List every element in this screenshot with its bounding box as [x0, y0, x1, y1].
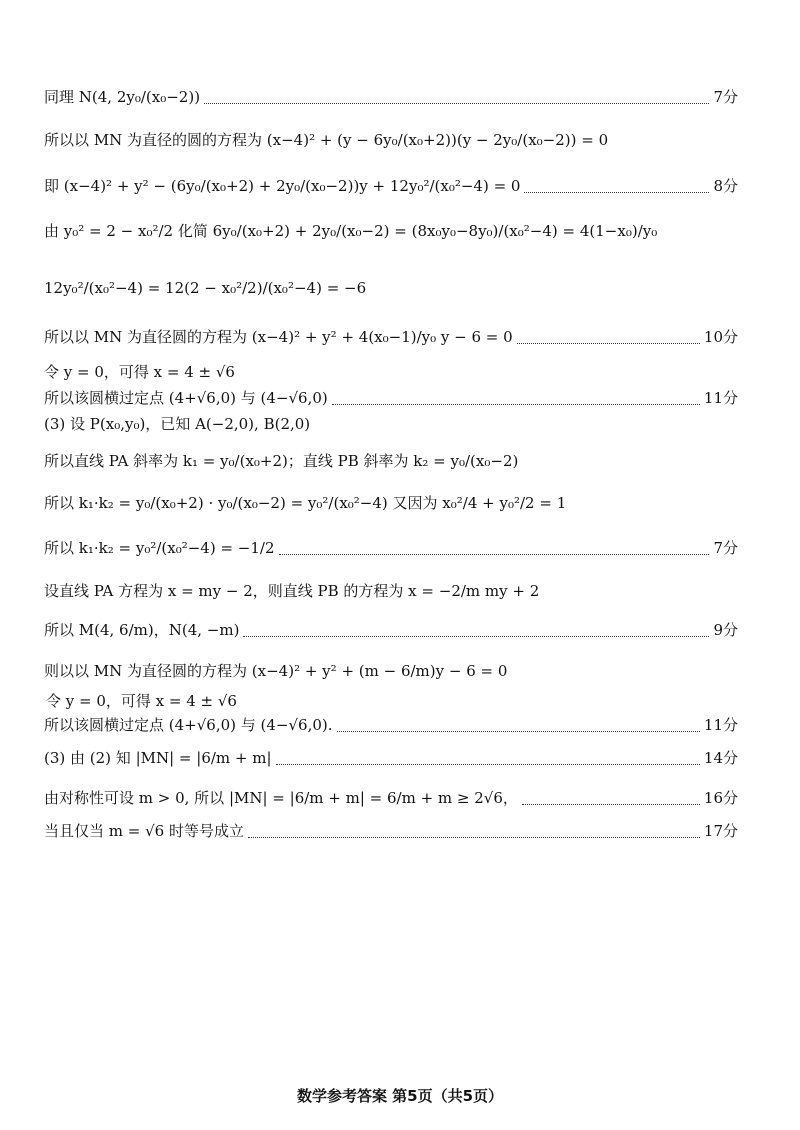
score-label: 9分 — [713, 620, 738, 639]
leader-dots — [243, 636, 709, 637]
solution-line-2 — [0, 119, 800, 159]
solution-line-13 — [0, 570, 800, 610]
equation-text: (3) 设 P(x₀,y₀)，已知 A(−2,0), B(2,0) — [44, 414, 311, 433]
leader-dots — [248, 837, 700, 838]
score-label: 11分 — [703, 715, 738, 734]
solution-line-10 — [0, 440, 800, 480]
equation-text: 令 y = 0，可得 x = 4 ± √6 — [46, 691, 237, 710]
score-label: 11分 — [703, 388, 738, 407]
equation-text: 所以该圆横过定点 (4+√6,0) 与 (4−√6,0). — [44, 715, 333, 734]
equation-text: (3) 由 (2) 知 |MN| = |6/m + m| — [44, 748, 272, 767]
equation-text: 同理 N(4, 2y₀/(x₀−2)) — [44, 87, 201, 106]
score-label: 7分 — [713, 538, 738, 557]
equation-text: 12y₀²/(x₀²−4) = 12(2 − x₀²/2)/(x₀²−4) = −6 — [44, 279, 367, 297]
equation-text: 所以直线 PA 斜率为 k₁ = y₀/(x₀+2)；直线 PB 斜率为 k₂ = y₀/(x₀−2) — [44, 451, 519, 470]
solution-line-6 — [0, 316, 800, 356]
leader-dots — [276, 764, 700, 765]
leader-dots — [524, 192, 709, 193]
leader-dots — [204, 103, 709, 104]
leader-dots — [337, 731, 700, 732]
solution-line-9 — [0, 403, 800, 443]
equation-text: 由对称性可设 m > 0, 所以 |MN| = |6/m + m| = 6/m + m ≥ 2√6， — [44, 788, 518, 807]
equation-text: 所以 M(4, 6/m)，N(4, −m) — [44, 620, 240, 639]
score-label: 14分 — [703, 748, 738, 767]
equation-text: 所以 k₁·k₂ = y₀²/(x₀²−4) = −1/2 — [44, 538, 275, 557]
equation-text: 当且仅当 m = √6 时等号成立 — [44, 821, 244, 840]
score-label: 7分 — [713, 87, 738, 106]
equation-text: 所以以 MN 为直径圆的方程为 (x−4)² + y² + 4(x₀−1)/y₀ y − 6 = 0 — [44, 327, 513, 346]
solution-line-1 — [0, 76, 800, 116]
solution-line-4 — [0, 210, 800, 250]
page-footer: 数学参考答案 第5页（共5页） — [296, 1087, 504, 1105]
solution-line-11 — [0, 482, 800, 522]
leader-dots — [522, 804, 700, 805]
solution-line-18 — [0, 737, 800, 777]
equation-text: 所以该圆横过定点 (4+√6,0) 与 (4−√6,0) — [44, 388, 328, 407]
equation-text: 由 y₀² = 2 − x₀²/2 化简 6y₀/(x₀+2) + 2y₀/(x₀−2) = (8x₀y₀−8y₀)/(x₀²−4) = 4(1−x₀)/y₀ — [44, 221, 658, 240]
equation-text: 令 y = 0，可得 x = 4 ± √6 — [44, 362, 235, 381]
solution-line-12 — [0, 527, 800, 567]
leader-dots — [517, 343, 700, 344]
solution-line-14 — [0, 609, 800, 649]
solution-line-5 — [0, 268, 800, 308]
equation-text: 所以以 MN 为直径的圆的方程为 (x−4)² + (y − 6y₀/(x₀+2))(y − 2y₀/(x₀−2)) = 0 — [44, 130, 609, 149]
equation-text: 设直线 PA 方程为 x = my − 2，则直线 PB 的方程为 x = −2/m my + 2 — [44, 581, 540, 600]
score-label: 17分 — [703, 821, 738, 840]
score-label: 10分 — [703, 327, 738, 346]
equation-text: 则以以 MN 为直径圆的方程为 (x−4)² + y² + (m − 6/m)y − 6 = 0 — [44, 661, 508, 680]
equation-text: 即 (x−4)² + y² − (6y₀/(x₀+2) + 2y₀/(x₀−2))y + 12y₀²/(x₀²−4) = 0 — [44, 176, 521, 195]
solution-line-3 — [0, 165, 800, 205]
leader-dots — [279, 554, 710, 555]
score-label: 16分 — [703, 788, 738, 807]
equation-text: 所以 k₁·k₂ = y₀/(x₀+2) · y₀/(x₀−2) = y₀²/(x₀²−4) 又因为 x₀²/4 + y₀²/2 = 1 — [44, 493, 567, 512]
score-label: 8分 — [713, 176, 738, 195]
solution-line-20 — [0, 810, 800, 850]
